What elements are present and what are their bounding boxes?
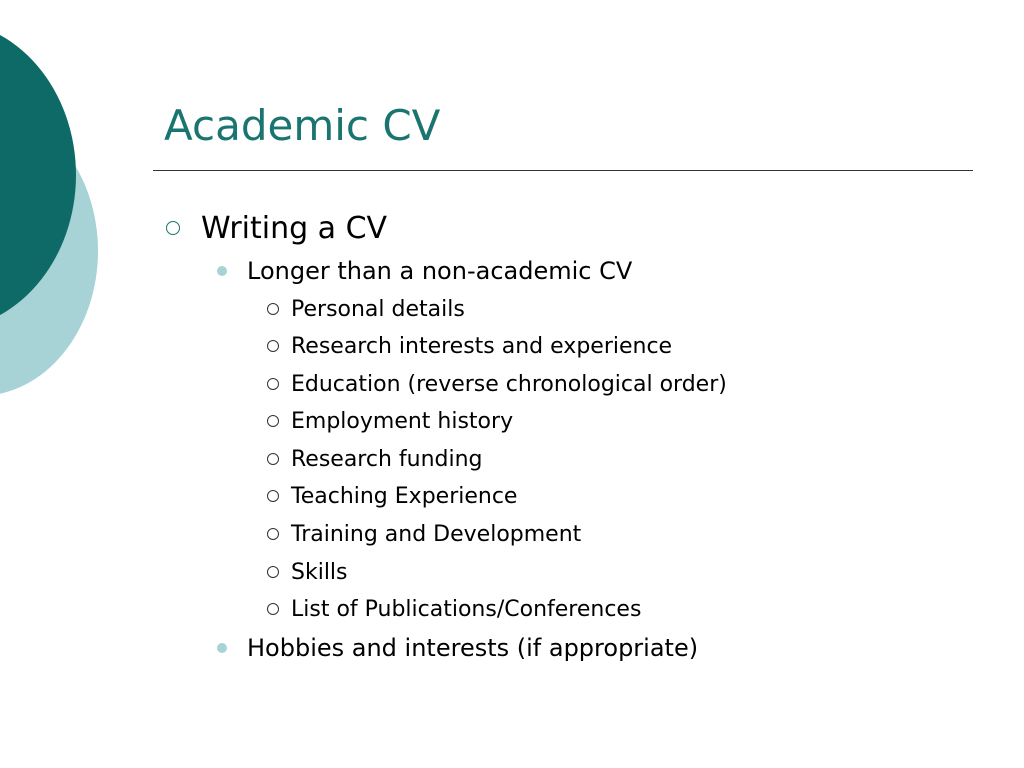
bullet-level3 [267, 367, 727, 401]
hollow-circle-bullet-icon [166, 221, 180, 235]
bullet-level3 [267, 404, 513, 438]
filled-circle-bullet-icon [217, 643, 227, 653]
bullet-level2 [217, 253, 632, 289]
bullet-level3-text: Employment history [291, 408, 514, 434]
hollow-circle-bullet-icon [267, 303, 279, 315]
hollow-circle-bullet-icon [267, 603, 279, 615]
bullet-level1 [166, 208, 387, 248]
bullet-level3-text: Research interests and experience [291, 333, 673, 359]
bullet-level3-text: Skills [291, 559, 348, 585]
bullet-level3 [267, 479, 517, 513]
hollow-circle-bullet-icon [267, 415, 279, 427]
title-divider [153, 170, 973, 171]
hollow-circle-bullet-icon [267, 528, 279, 540]
bullet-level2-text: Longer than a non-academic CV [247, 257, 633, 285]
bullet-level3-text: Research funding [291, 446, 483, 472]
filled-circle-bullet-icon [217, 266, 227, 276]
bullet-level3 [267, 555, 348, 589]
bullet-level2 [217, 630, 698, 666]
bullet-level2-text: Hobbies and interests (if appropriate) [247, 634, 699, 662]
bullet-level3-text: List of Publications/Conferences [291, 596, 642, 622]
bullet-level3-text: Teaching Experience [291, 483, 518, 509]
bullet-level3-text: Personal details [291, 296, 465, 322]
hollow-circle-bullet-icon [267, 378, 279, 390]
bullet-level3 [267, 292, 465, 326]
hollow-circle-bullet-icon [267, 490, 279, 502]
bullet-level1-text: Writing a CV [201, 210, 388, 246]
hollow-circle-bullet-icon [267, 453, 279, 465]
slide-title: Academic CV [164, 101, 441, 150]
hollow-circle-bullet-icon [267, 340, 279, 352]
bullet-level3-text: Training and Development [291, 521, 582, 547]
hollow-circle-bullet-icon [267, 566, 279, 578]
bullet-level3 [267, 592, 641, 626]
bullet-level3-text: Education (reverse chronological order) [291, 371, 727, 397]
bullet-level3 [267, 517, 581, 551]
bullet-level3 [267, 442, 483, 476]
bullet-level3 [267, 329, 672, 363]
